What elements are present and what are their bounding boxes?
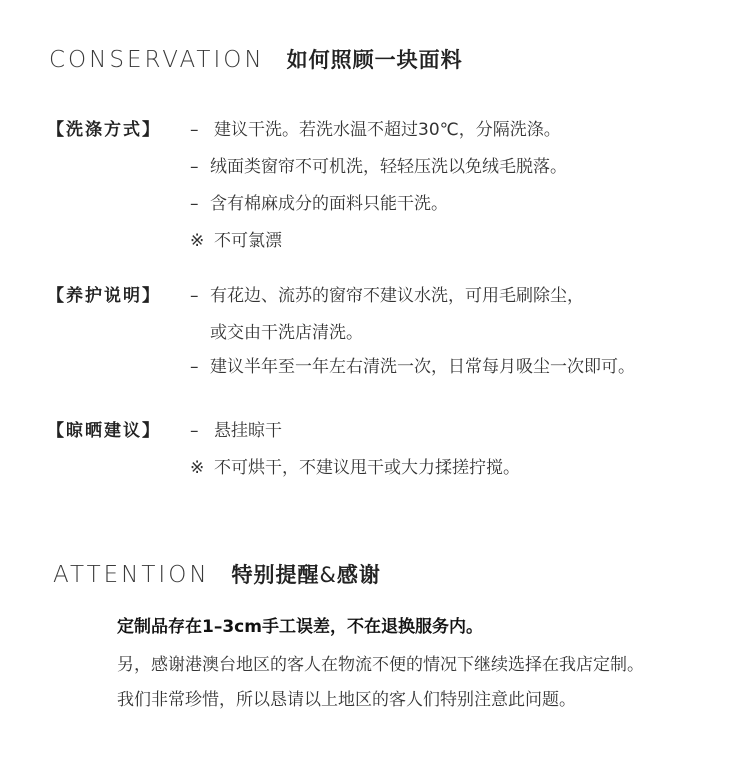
attention-title-cn <box>232 559 381 589</box>
care-line-1-text: 有花边、流苏的窗帘不建议水洗，可用毛刷除尘， <box>210 286 584 306</box>
thanks-note-1: 另，感谢港澳台地区的客人在物流不便的情况下继续选择在我店定制。 <box>117 655 644 675</box>
care-line-3 <box>190 352 635 377</box>
drying-line-2 <box>190 453 520 478</box>
care-line-2-text: 或交由干洗店清洗。 <box>210 323 363 343</box>
care-line-2 <box>210 318 363 343</box>
care-line-3-text: 建议半年至一年左右清洗一次，日常每月吸尘一次即可。 <box>210 357 635 377</box>
dash-marker: – <box>190 194 199 214</box>
dash-marker: – <box>190 286 199 306</box>
dash-marker: – <box>190 357 199 377</box>
reference-mark-icon: ※ <box>190 231 205 251</box>
care-line-1 <box>190 281 584 306</box>
washing-line-3-text: 含有棉麻成分的面料只能干洗。 <box>210 194 448 214</box>
thanks-note-2: 我们非常珍惜，所以恳请以上地区的客人们特别注意此问题。 <box>117 690 576 710</box>
tolerance-notice: 定制品存在1–3cm手工误差，不在退换服务内。 <box>117 617 483 637</box>
attention-header <box>53 559 381 589</box>
attention-title-cn-b: 感谢 <box>336 563 381 587</box>
drying-line-1-text: 悬挂晾干 <box>214 421 282 441</box>
conservation-title-cn: 如何照顾一块面料 <box>286 48 463 72</box>
drying-advice-label: 【晾晒建议】 <box>47 421 161 441</box>
washing-method-label: 【洗涤方式】 <box>47 120 161 140</box>
drying-line-2-text: 不可烘干，不建议甩干或大力揉搓拧搅。 <box>214 458 520 478</box>
care-instructions-label: 【养护说明】 <box>47 286 161 306</box>
washing-line-1 <box>190 115 561 140</box>
washing-line-2-text: 绒面类窗帘不可机洗，轻轻压洗以免绒毛脱落。 <box>210 157 567 177</box>
washing-line-4-text: 不可氯漂 <box>214 231 282 251</box>
reference-mark-icon: ※ <box>190 458 205 478</box>
dash-marker: – <box>190 157 199 177</box>
washing-line-3 <box>190 189 448 214</box>
attention-title-en: ATTENTION <box>53 562 210 588</box>
dash-marker: – <box>190 421 199 441</box>
conservation-title-en: CONSERVATION <box>49 47 265 73</box>
conservation-header <box>49 44 463 74</box>
washing-line-2 <box>190 152 567 177</box>
washing-line-1-text: 建议干洗。若洗水温不超过30℃，分隔洗涤。 <box>214 120 561 140</box>
dash-marker: – <box>190 120 199 140</box>
ampersand: & <box>319 563 337 587</box>
attention-title-cn-a: 特别提醒 <box>231 563 320 587</box>
drying-line-1 <box>190 416 282 441</box>
washing-line-4 <box>190 226 282 251</box>
